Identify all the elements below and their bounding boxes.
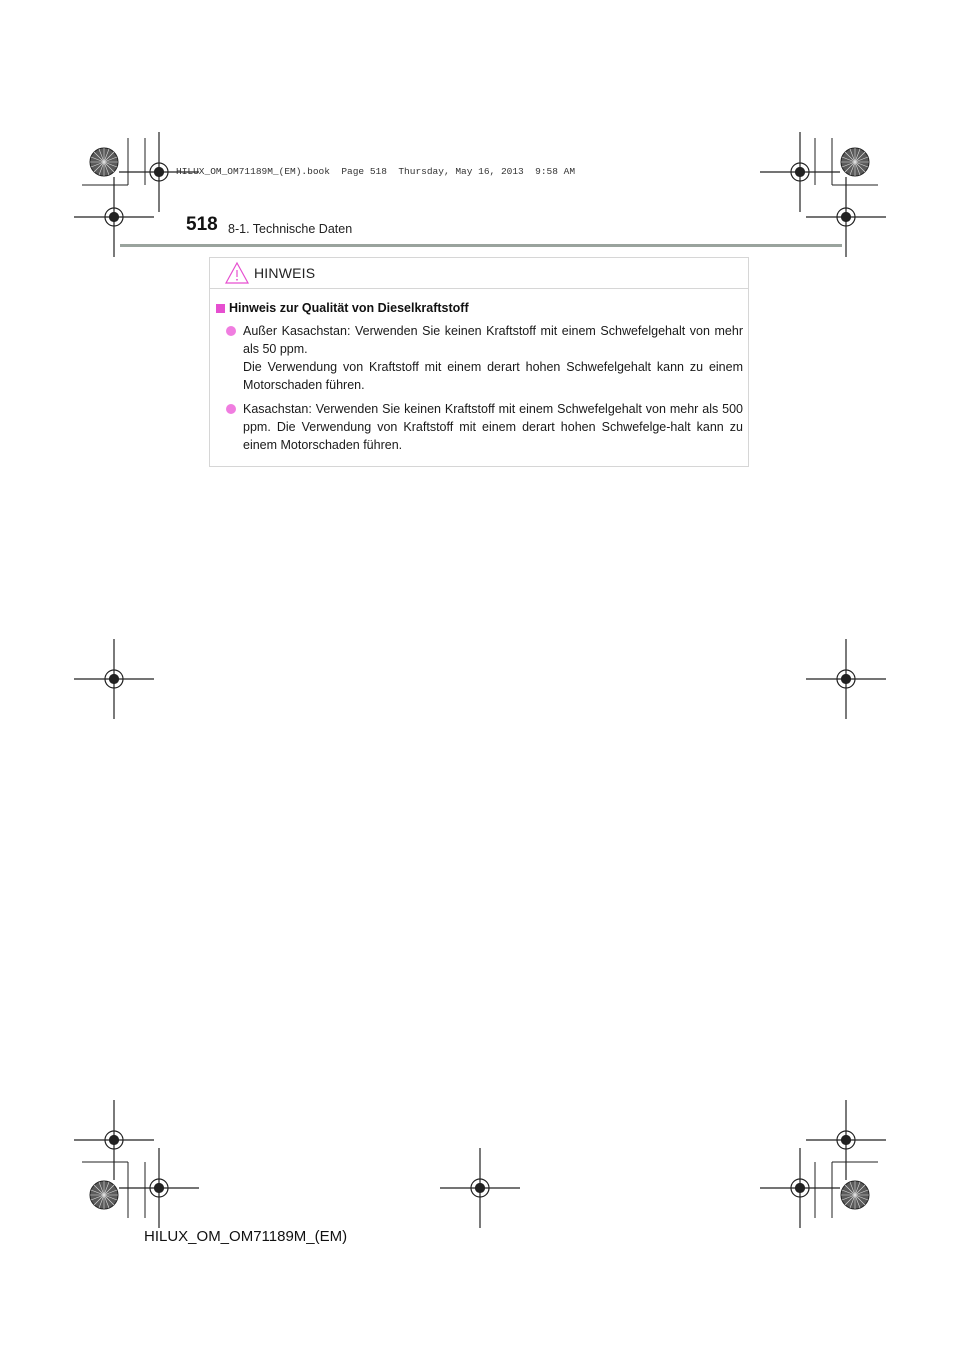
bullet-text bbox=[243, 400, 743, 454]
notice-header bbox=[210, 258, 748, 289]
circle-bullet-icon bbox=[226, 404, 236, 414]
topic-title: Hinweis zur Qualität von Dieselkraftstoff bbox=[229, 301, 469, 315]
warning-triangle-icon bbox=[224, 261, 250, 285]
bullet-text bbox=[243, 322, 743, 394]
bullet-paragraph: Außer Kasachstan: Verwenden Sie keinen Kraftstoff mit einem Schwefelgehalt von mehr als 50 ppm. bbox=[243, 324, 743, 356]
bullet-paragraph: Kasachstan: Verwenden Sie keinen Kraftstoff mit einem Schwefelgehalt von mehr als 500 ppm. Die Verwendung von Kraftstoff mit einem derart hohen Schwefelge-halt kann zu einem Motorschaden führen. bbox=[243, 402, 743, 452]
section-title: 8-1. Technische Daten bbox=[228, 222, 353, 236]
square-bullet-icon bbox=[216, 304, 225, 313]
circle-bullet-icon bbox=[226, 326, 236, 336]
footer-doc-id: HILUX_OM_OM71189M_(EM) bbox=[144, 1228, 348, 1245]
notice-title: HINWEIS bbox=[254, 265, 316, 281]
page-number: 518 bbox=[186, 214, 218, 235]
print-info: HILUX_OM_OM71189M_(EM).book Page 518 Thursday, May 16, 2013 9:58 AM bbox=[176, 166, 576, 177]
header-rule bbox=[120, 244, 842, 247]
bullet-paragraph: Die Verwendung von Kraftstoff mit einem derart hohen Schwefelgehalt kann zu einem Motorschaden führen. bbox=[243, 360, 743, 392]
notice-box bbox=[209, 257, 749, 467]
